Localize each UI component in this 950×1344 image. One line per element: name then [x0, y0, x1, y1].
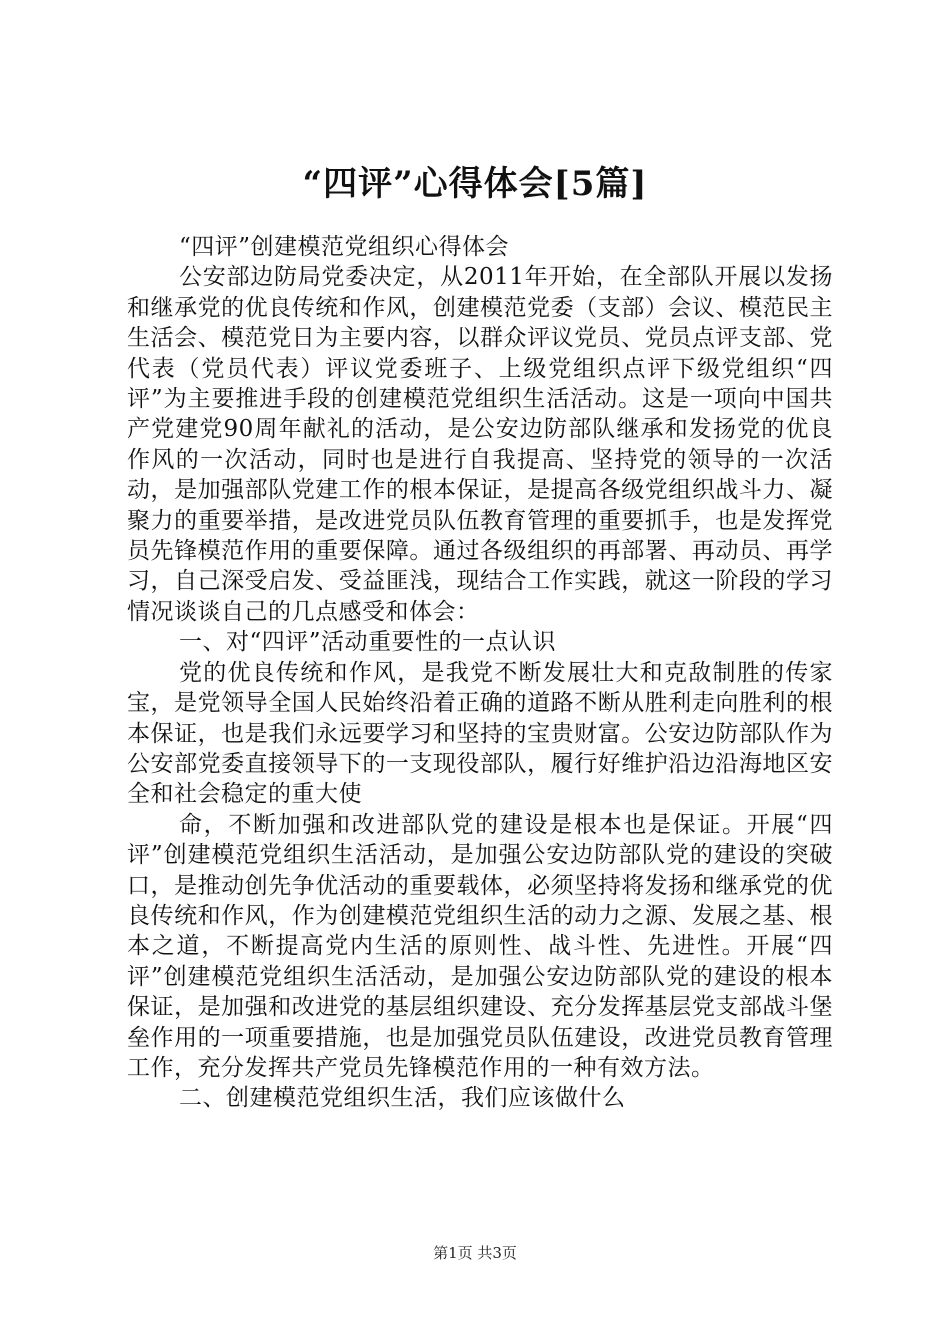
body-paragraph: 党的优良传统和作风，是我党不断发展壮大和克敌制胜的传家宝，是党领导全国人民始终沿着正确的道路不断从胜利走向胜利的根本保证，也是我们永远要学习和坚持的宝贵财富。公安边防部队作为公安部党委直接领导下的一支现役部队，履行好维护沿边沿海地区安全和社会稳定的重大使 [127, 659, 833, 808]
section-heading: 二、创建模范党组织生活，我们应该做什么 [179, 1085, 626, 1112]
document-title: “四评”心得体会[5篇] [302, 164, 648, 204]
subtitle-paragraph: “四评”创建模范党组织心得体会 [179, 234, 510, 260]
document-body [127, 232, 833, 1114]
body-paragraph: 公安部边防局党委决定，从2011年开始，在全部队开展以发扬和继承党的优良传统和作风，创建模范党委（支部）会议、模范民主生活会、模范党日为主要内容，以群众评议党员、党员点评支部、党代表（党员代表）评议党委班子、上级党组织点评下级党组织“四评”为主要推进手段的创建模范党组织生活活动。这是一项向中国共产党建党90周年献礼的活动，是公安边防部队继承和发扬党的优良作风的一次活动，同时也是进行自我提高、坚持党的领导的一次活动，是加强部队党建工作的根本保证，是提高各级党组织战斗力、凝聚力的重要举措，是改进党员队伍教育管理的重要抓手，也是发挥党员先锋模范作用的重要保障。通过各级组织的再部署、再动员、再学习，自己深受启发、受益匪浅，现结合工作实践，就这一阶段的学习情况谈谈自己的几点感受和体会： [127, 264, 833, 625]
page-footer: 第1页 共3页 [433, 1244, 517, 1262]
body-paragraph: 命，不断加强和改进部队党的建设是根本也是保证。开展“四评”创建模范党组织生活活动，是加强公安边防部队党的建设的突破口，是推动创先争优活动的重要载体，必须坚持将发扬和继承党的优良传统和作风，作为创建模范党组织生活的动力之源、发展之基、根本之道，不断提高党内生活的原则性、战斗性、先进性。开展“四评”创建模范党组织生活活动，是加强公安边防部队党的建设的根本保证，是加强和改进党的基层组织建设、充分发挥基层党支部战斗堡垒作用的一项重要措施，也是加强党员队伍建设，改进党员教育管理工作，充分发挥共产党员先锋模范作用的一种有效方法。 [127, 811, 833, 1081]
section-heading: 一、对“四评”活动重要性的一点认识 [179, 629, 557, 656]
